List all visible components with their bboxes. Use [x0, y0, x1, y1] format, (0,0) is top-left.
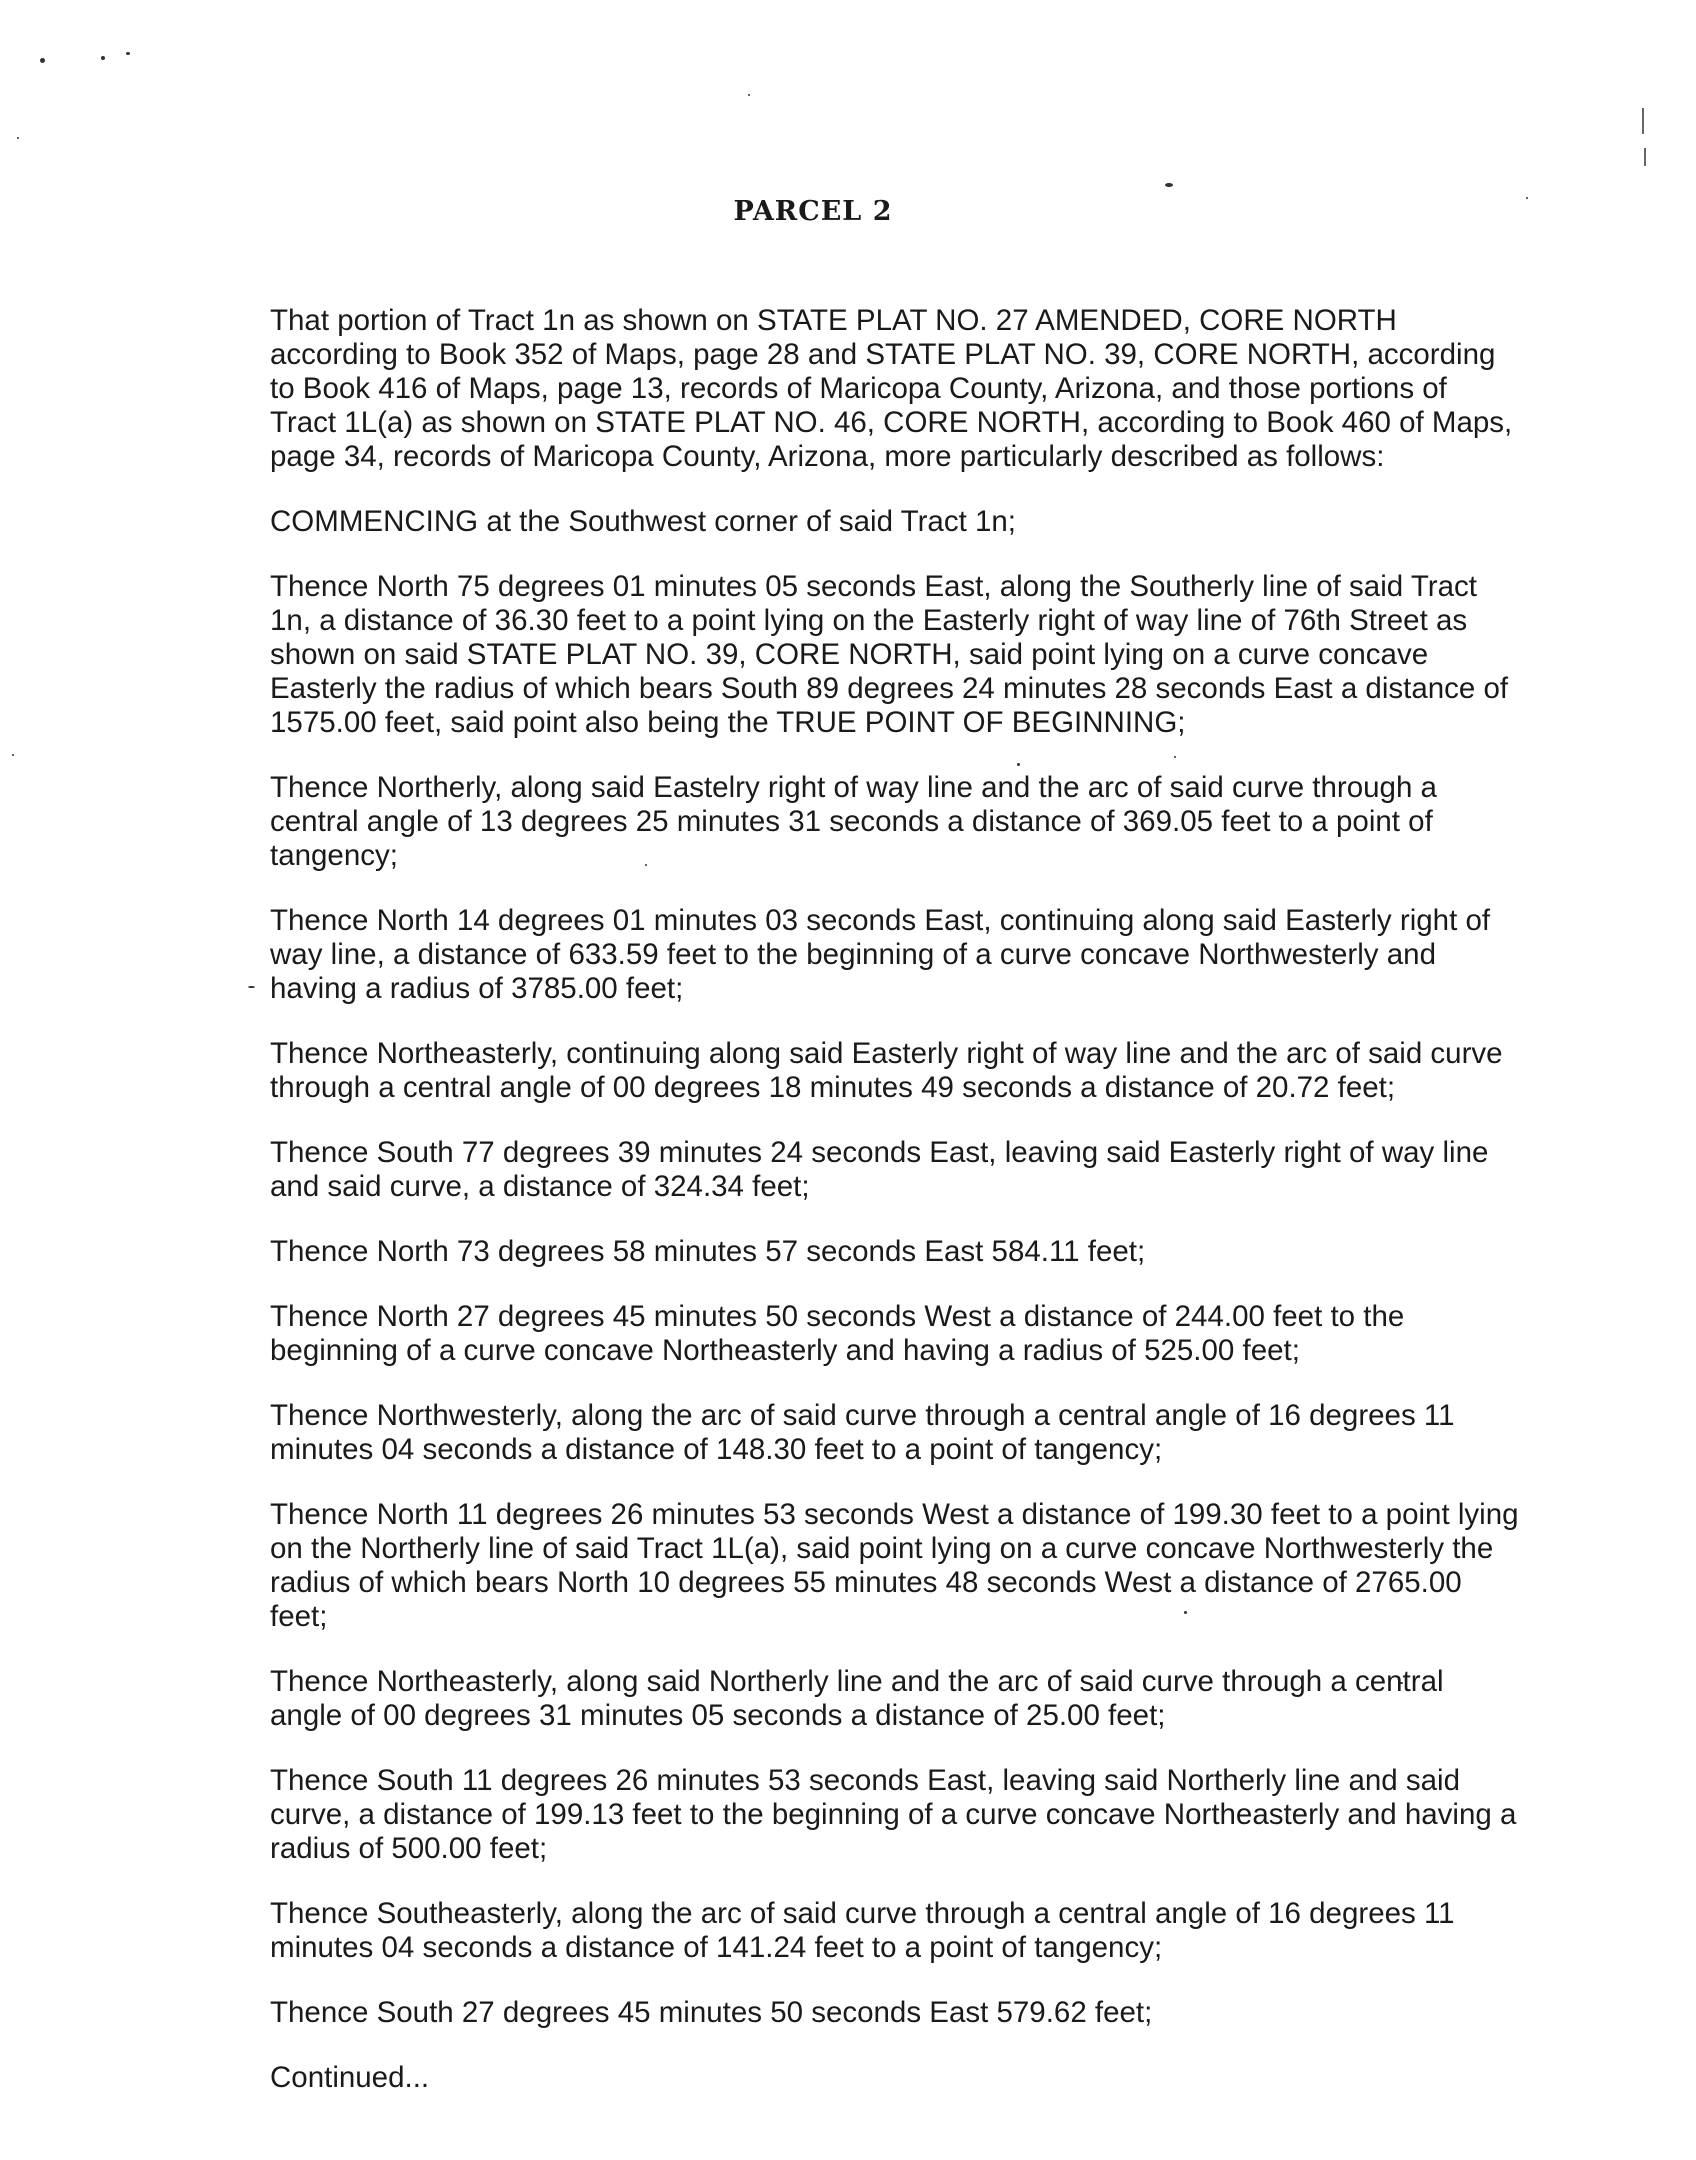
scan-speck	[12, 754, 14, 756]
description-paragraph: Thence North 27 degrees 45 minutes 50 seconds West a distance of 244.00 feet to the beginning of a curve concave Northeasterly and having a radius of 525.00 feet;	[270, 1300, 1405, 1367]
description-paragraph: Thence South 11 degrees 26 minutes 53 seconds East, leaving said Northerly line and said curve, a distance of 199.13 feet to the beginning of a curve concave Northeasterly and having a radius of 500.00 feet;	[270, 1764, 1517, 1865]
description-paragraph: Thence Northeasterly, along said Northerly line and the arc of said curve through a central angle of 00 degrees 31 minutes 05 seconds a distance of 25.00 feet;	[270, 1665, 1444, 1732]
scan-edge-mark	[1642, 108, 1644, 134]
description-paragraph: Thence Northerly, along said Eastelry right of way line and the arc of said curve through a central angle of 13 degrees 25 minutes 31 seconds a distance of 369.05 feet to a point of tangency;	[270, 771, 1437, 872]
description-paragraph: Thence South 27 degrees 45 minutes 50 seconds East 579.62 feet;	[270, 1996, 1153, 2029]
scan-speck	[40, 58, 45, 63]
description-paragraph: Thence South 77 degrees 39 minutes 24 seconds East, leaving said Easterly right of way line and said curve, a distance of 324.34 feet;	[270, 1136, 1489, 1203]
page-title: PARCEL 2	[733, 196, 893, 227]
continued-note: Continued...	[270, 2061, 430, 2094]
scan-speck	[1165, 183, 1173, 187]
description-paragraph: Thence North 73 degrees 58 minutes 57 seconds East 584.11 feet;	[270, 1235, 1146, 1268]
description-paragraph: That portion of Tract 1n as shown on STATE PLAT NO. 27 AMENDED, CORE NORTH according to Book 352 of Maps, page 28 and STATE PLAT NO. 39, CORE NORTH, according to Book 416 of Maps, page 13, records of Maricopa County, Arizona, and those portions of Tract 1L(a) as shown on STATE PLAT NO. 46, CORE NORTH, according to Book 460 of Maps, page 34, records of Maricopa County, Arizona, more particularly described as follows:	[270, 304, 1513, 473]
scan-edge-mark	[1644, 148, 1646, 166]
description-paragraph: Thence Southeasterly, along the arc of said curve through a central angle of 16 degrees 11 minutes 04 seconds a distance of 141.24 feet to a point of tangency;	[270, 1897, 1455, 1964]
description-paragraph: COMMENCING at the Southwest corner of said Tract 1n;	[270, 505, 1016, 538]
legal-description	[270, 304, 1520, 2095]
description-paragraph: Thence North 14 degrees 01 minutes 03 seconds East, continuing along said Easterly right of way line, a distance of 633.59 feet to the beginning of a curve concave Northwesterly and having a radius of 3785.00 feet;	[270, 904, 1491, 1005]
description-paragraph: Thence Northeasterly, continuing along said Easterly right of way line and the arc of said curve through a central angle of 00 degrees 18 minutes 49 seconds a distance of 20.72 feet;	[270, 1037, 1503, 1104]
scan-speck	[101, 56, 105, 60]
scan-speck	[17, 137, 19, 139]
description-paragraph: Thence North 11 degrees 26 minutes 53 seconds West a distance of 199.30 feet to a point lying on the Northerly line of said Tract 1L(a), said point lying on a curve concave Northwesterly the radius of which bears North 10 degrees 55 minutes 48 seconds West a distance of 2765.00 feet;	[270, 1498, 1519, 1633]
description-paragraph: Thence North 75 degrees 01 minutes 05 seconds East, along the Southerly line of said Tract 1n, a distance of 36.30 feet to a point lying on the Easterly right of way line of 76th Street as shown on said STATE PLAT NO. 39, CORE NORTH, said point lying on a curve concave Easterly the radius of which bears South 89 degrees 24 minutes 28 seconds East a distance of 1575.00 feet, said point also being the TRUE POINT OF BEGINNING;	[270, 570, 1509, 739]
scan-speck	[748, 94, 750, 96]
description-paragraph: Thence Northwesterly, along the arc of said curve through a central angle of 16 degrees 11 minutes 04 seconds a distance of 148.30 feet to a point of tangency;	[270, 1399, 1455, 1466]
scan-speck	[126, 52, 130, 55]
scan-speck	[248, 986, 255, 988]
